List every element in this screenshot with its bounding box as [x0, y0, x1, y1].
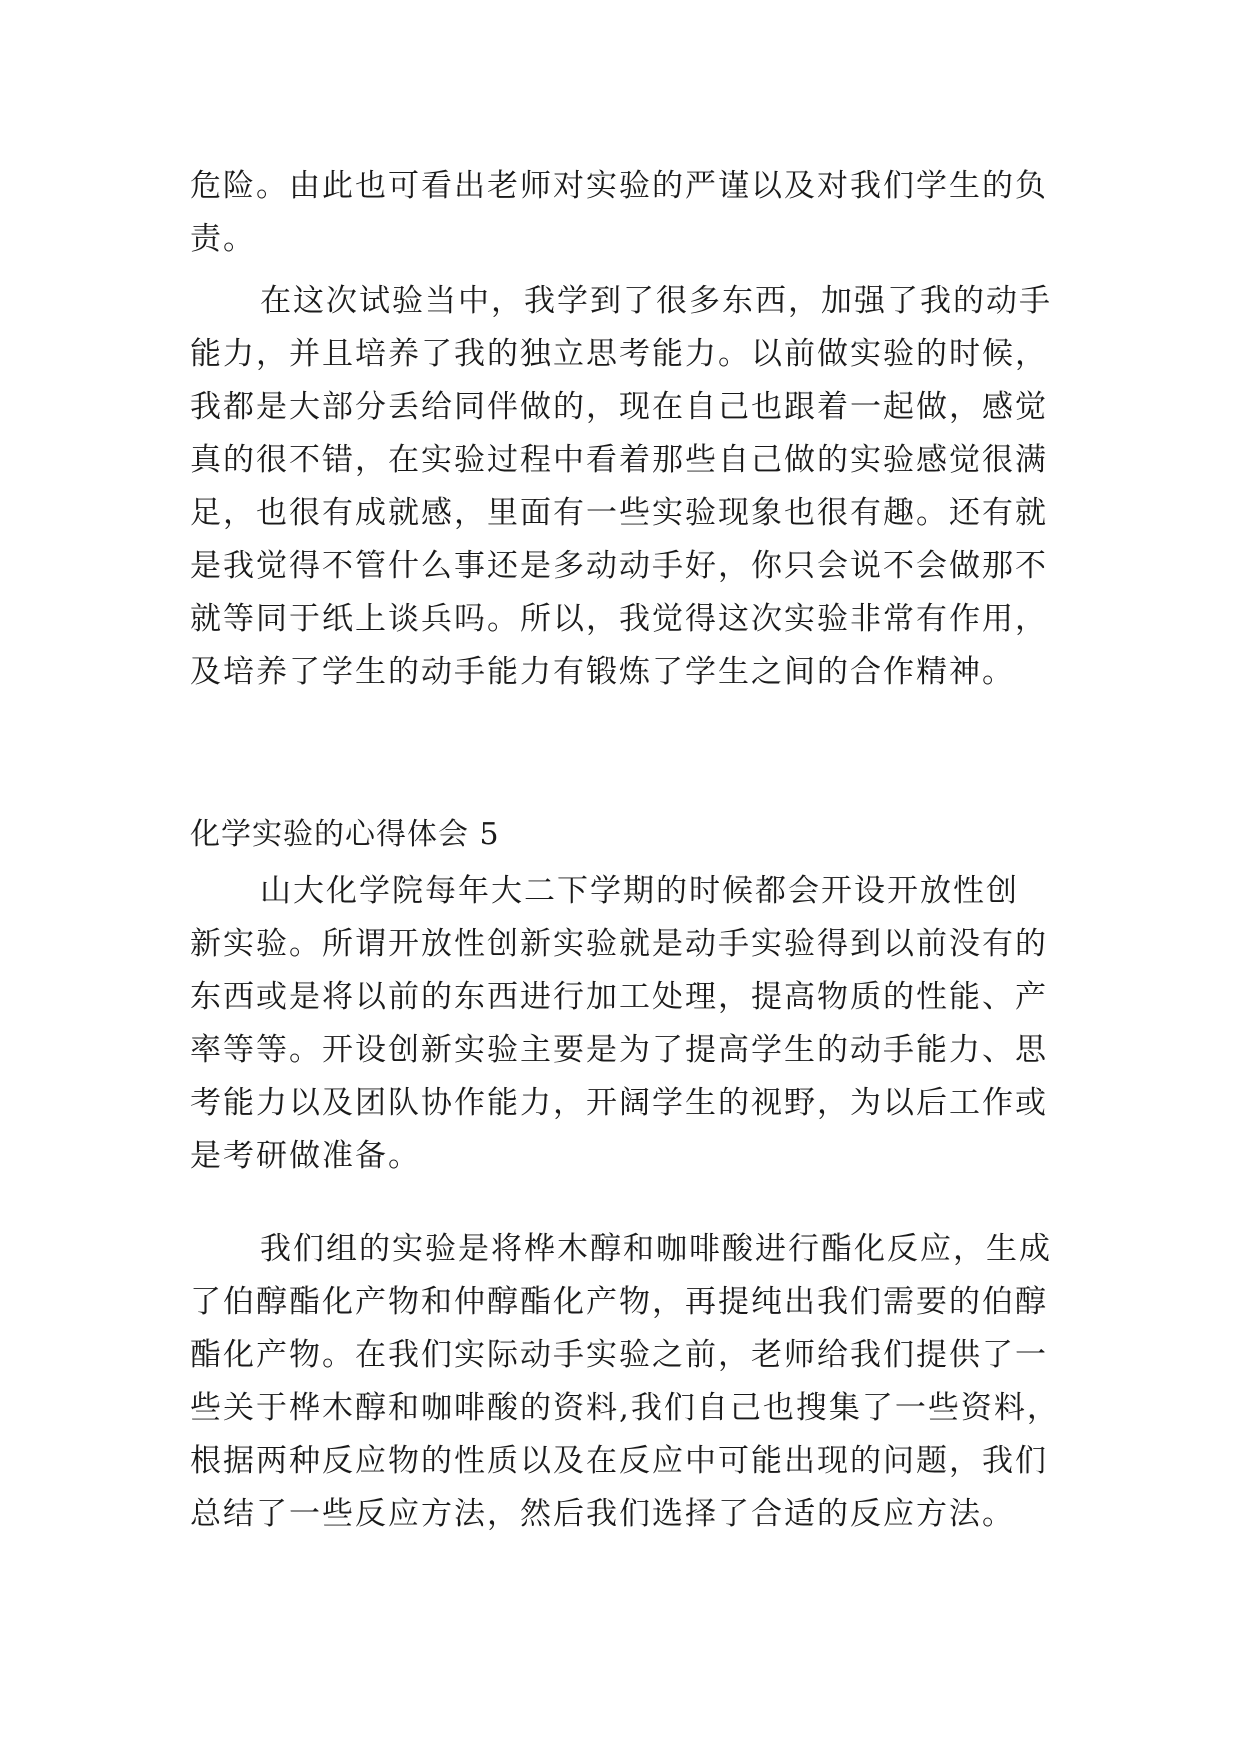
- paragraph-line: 山大化学院每年大二下学期的时候都会开设开放性创: [260, 873, 1019, 909]
- section-heading-text: 化学实验的心得体会 5: [190, 817, 500, 852]
- paragraph-intro: [190, 865, 1070, 1183]
- paragraph-line: 是考研做准备。: [190, 1138, 421, 1174]
- paragraph-line: 我们组的实验是将桦木醇和咖啡酸进行酯化反应，生成: [260, 1231, 1052, 1267]
- paragraph-line: 在这次试验当中，我学到了很多东西，加强了我的动手: [260, 283, 1052, 319]
- paragraph-line: 东西或是将以前的东西进行加工处理，提高物质的性能、产: [190, 979, 1048, 1015]
- paragraph-line: 及培养了学生的动手能力有锻炼了学生之间的合作精神。: [190, 654, 1015, 690]
- paragraph-line: 真的很不错，在实验过程中看着那些自己做的实验感觉很满: [190, 442, 1048, 478]
- paragraph-line: 能力，并且培养了我的独立思考能力。以前做实验的时候，: [190, 336, 1048, 372]
- paragraph-line: 总结了一些反应方法，然后我们选择了合适的反应方法。: [190, 1496, 1015, 1532]
- paragraph-line: 些关于桦木醇和咖啡酸的资料,我们自己也搜集了一些资料，: [190, 1390, 1060, 1426]
- paragraph-line: 了伯醇酯化产物和仲醇酯化产物，再提纯出我们需要的伯醇: [190, 1284, 1048, 1320]
- paragraph-line: 根据两种反应物的性质以及在反应中可能出现的问题，我们: [190, 1443, 1048, 1479]
- paragraph-experiment: [190, 1223, 1070, 1541]
- section-heading: [190, 808, 1070, 861]
- paragraph-line: 就等同于纸上谈兵吗。所以，我觉得这次实验非常有作用，: [190, 601, 1048, 637]
- paragraph-line: 酯化产物。在我们实际动手实验之前，老师给我们提供了一: [190, 1337, 1048, 1373]
- paragraph-line: 率等等。开设创新实验主要是为了提高学生的动手能力、思: [190, 1032, 1048, 1068]
- paragraph-line: 我都是大部分丢给同伴做的，现在自己也跟着一起做，感觉: [190, 389, 1048, 425]
- paragraph-experience: [190, 275, 1070, 699]
- paragraph-continuation: [190, 160, 1070, 266]
- paragraph-line: 新实验。所谓开放性创新实验就是动手实验得到以前没有的: [190, 926, 1048, 962]
- paragraph-line: 危险。由此也可看出老师对实验的严谨以及对我们学生的负: [190, 168, 1048, 204]
- paragraph-line: 是我觉得不管什么事还是多动动手好，你只会说不会做那不: [190, 548, 1048, 584]
- paragraph-line: 足，也很有成就感，里面有一些实验现象也很有趣。还有就: [190, 495, 1048, 531]
- paragraph-line: 责。: [190, 221, 256, 257]
- paragraph-line: 考能力以及团队协作能力，开阔学生的视野，为以后工作或: [190, 1085, 1048, 1121]
